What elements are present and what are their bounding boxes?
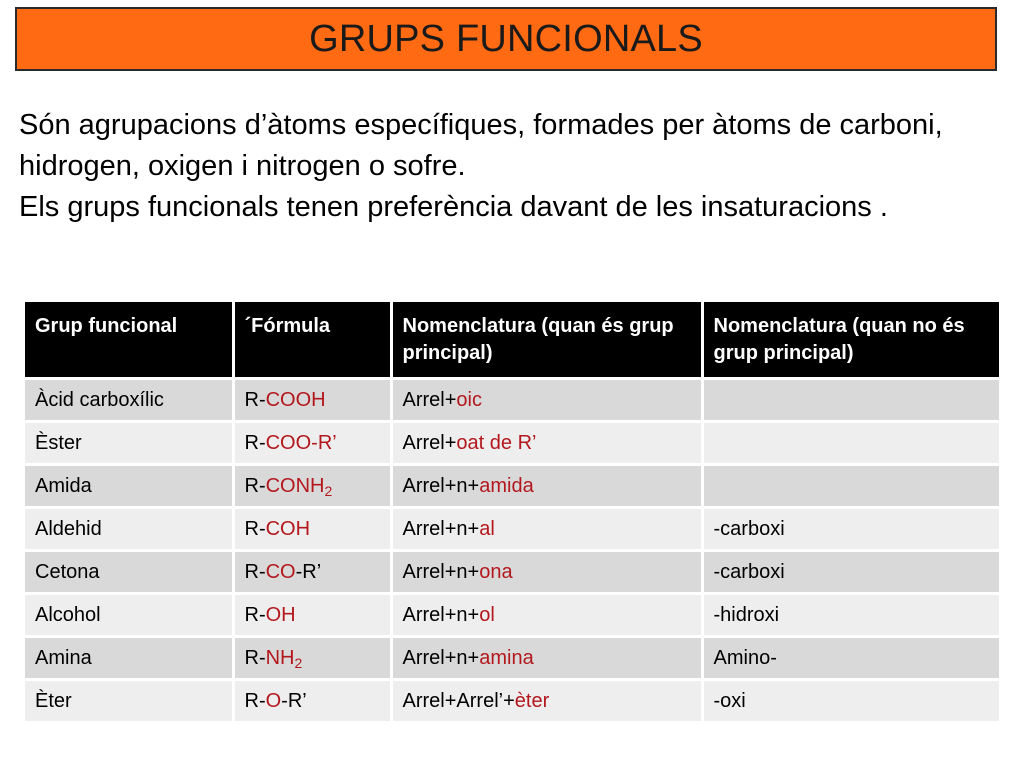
nomenclature-prefix: Arrel+n+ [402,474,480,497]
cell-group: Alcohol [25,594,233,637]
nomenclature-prefix: Arrel+n+ [402,603,480,626]
cell-nomenclature-secondary [702,465,999,508]
cell-nomenclature-main [391,637,702,680]
formula-suffix: -R’ [295,560,322,583]
cell-nomenclature-main [391,594,702,637]
nomenclature-suffix: èter [514,689,550,712]
header-formula: ´Fórmula [233,302,391,379]
cell-nomenclature-secondary: -carboxi [702,551,999,594]
formula-highlight: CO [265,560,296,583]
table-row [25,551,999,594]
table-row [25,680,999,722]
table-row [25,379,999,422]
cell-nomenclature-main [391,680,702,722]
formula-highlight: O [265,689,282,712]
cell-formula [233,551,391,594]
formula-subscript: 2 [324,482,333,499]
formula-highlight: NH [265,646,295,669]
cell-group: Aldehid [25,508,233,551]
functional-groups-table [25,302,999,721]
title-banner [15,7,997,71]
intro-paragraph-2: Els grups funcionals tenen preferència davant de les insaturacions . [19,191,888,223]
cell-group: Èster [25,422,233,465]
cell-group: Amida [25,465,233,508]
header-nomenclature-main: Nomenclatura (quan és grup principal) [391,302,702,379]
nomenclature-suffix: amida [479,474,534,497]
cell-nomenclature-secondary: Amino- [702,637,999,680]
nomenclature-prefix: Arrel+n+ [402,517,480,540]
formula-suffix: -R’ [281,689,307,712]
cell-nomenclature-main [391,465,702,508]
table-row [25,422,999,465]
nomenclature-suffix: al [479,517,495,540]
formula-prefix: R- [244,603,266,626]
table-header-row [25,302,999,379]
cell-nomenclature-main [391,508,702,551]
intro-text [19,105,1004,228]
formula-highlight: COOH [265,388,326,411]
nomenclature-suffix: oat de R’ [456,431,537,454]
cell-group: Èter [25,680,233,722]
cell-nomenclature-secondary [702,379,999,422]
nomenclature-suffix: oic [456,388,482,411]
cell-nomenclature-secondary: -carboxi [702,508,999,551]
table-row [25,637,999,680]
formula-prefix: R- [244,431,266,454]
cell-nomenclature-main [391,551,702,594]
formula-highlight: OH [265,603,296,626]
nomenclature-suffix: ona [479,560,513,583]
formula-highlight: CONH [265,474,325,497]
formula-prefix: R- [244,560,266,583]
nomenclature-prefix: Arrel+n+ [402,560,480,583]
nomenclature-prefix: Arrel+ [402,388,457,411]
formula-prefix: R- [244,388,266,411]
cell-formula [233,508,391,551]
cell-formula [233,680,391,722]
table-row [25,508,999,551]
cell-formula [233,465,391,508]
cell-formula [233,637,391,680]
nomenclature-prefix: Arrel+ [402,431,457,454]
formula-highlight: COH [265,517,311,540]
intro-paragraph-1: Són agrupacions d’àtoms específiques, formades per àtoms de carboni, hidrogen, oxigen i nitrogen o sofre. [19,109,943,182]
cell-formula [233,379,391,422]
formula-prefix: R- [244,689,266,712]
formula-prefix: R- [244,517,266,540]
cell-nomenclature-main [391,379,702,422]
nomenclature-suffix: ol [479,603,495,626]
cell-group: Amina [25,637,233,680]
nomenclature-prefix: Arrel+n+ [402,646,480,669]
formula-subscript: 2 [294,654,303,671]
nomenclature-prefix: Arrel+Arrel’+ [402,689,515,712]
table-row [25,465,999,508]
cell-formula [233,594,391,637]
page-title: GRUPS FUNCIONALS [309,17,703,60]
cell-nomenclature-main [391,422,702,465]
formula-prefix: R- [244,474,266,497]
cell-group: Àcid carboxílic [25,379,233,422]
nomenclature-suffix: amina [479,646,534,669]
table-row [25,594,999,637]
cell-nomenclature-secondary [702,422,999,465]
formula-prefix: R- [244,646,266,669]
formula-highlight: COO-R’ [265,431,337,454]
cell-nomenclature-secondary: -oxi [702,680,999,722]
cell-nomenclature-secondary: -hidroxi [702,594,999,637]
cell-formula [233,422,391,465]
table-body [25,379,999,722]
cell-group: Cetona [25,551,233,594]
header-group: Grup funcional [25,302,233,379]
header-nomenclature-secondary: Nomenclatura (quan no és grup principal) [702,302,999,379]
